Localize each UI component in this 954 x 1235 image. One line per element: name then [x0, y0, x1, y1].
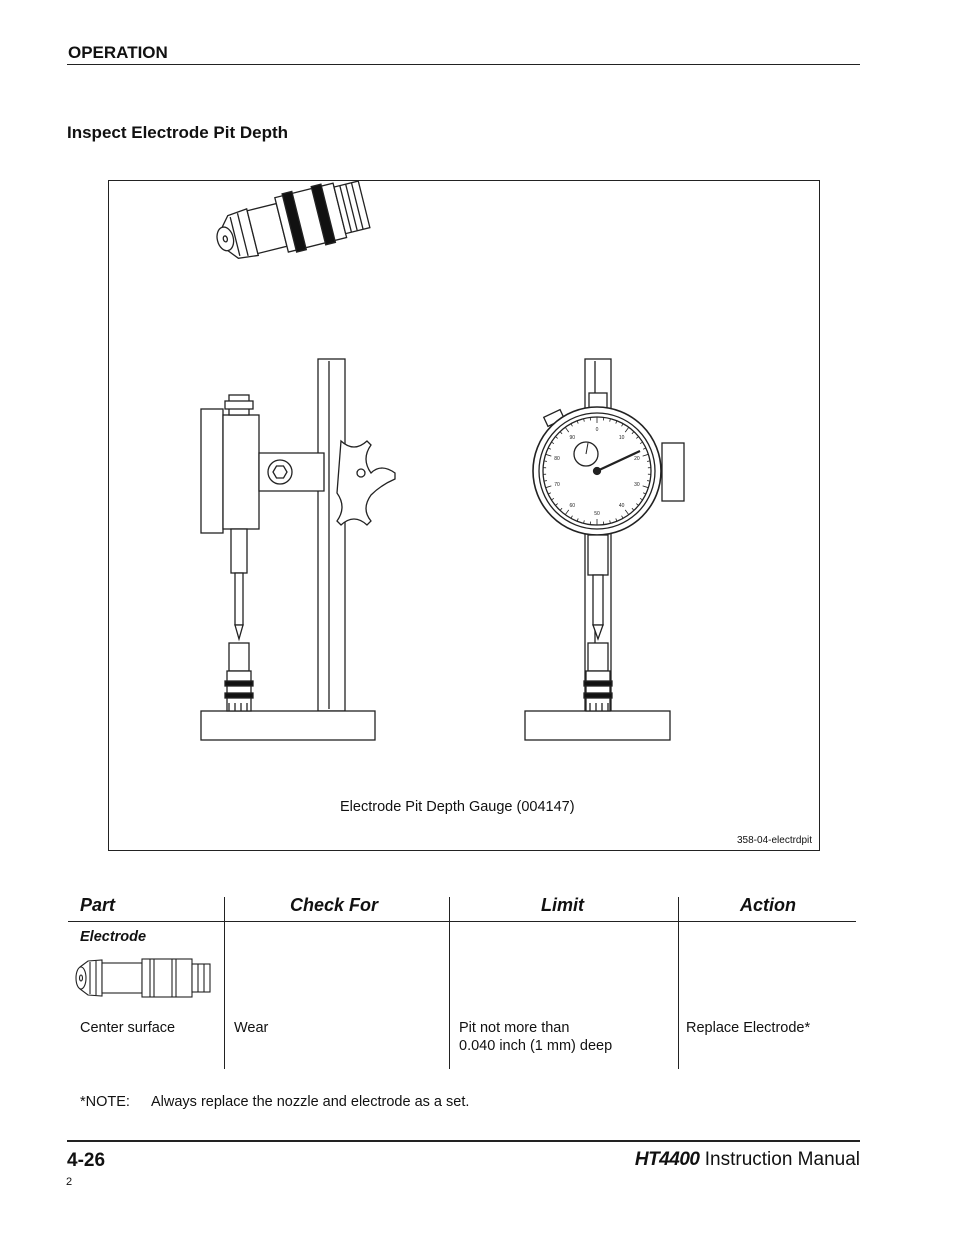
- table-header-check-for: Check For: [290, 895, 379, 915]
- electrode-thumbnail: [72, 955, 212, 1001]
- page-number: 4-26: [67, 1150, 106, 1171]
- table-header-action: Action: [740, 895, 796, 915]
- table-header-limit: Limit: [541, 895, 584, 915]
- footer-small-number: 2: [66, 1176, 73, 1188]
- table-column-divider: [449, 897, 450, 1069]
- cell-action: Replace Electrode*: [686, 1020, 811, 1036]
- dial-label: 40: [618, 502, 625, 509]
- note-label: *NOTE:: [80, 1094, 130, 1110]
- gauge-side-view: [201, 359, 395, 740]
- header-rule: [67, 64, 860, 65]
- footer-model: HT4400: [634, 1149, 700, 1170]
- dial-label: 80: [554, 456, 560, 463]
- electrode-drawing: [210, 181, 371, 270]
- table-column-divider: [224, 897, 225, 1069]
- cell-limit-line1: Pit not more than: [459, 1020, 570, 1036]
- dial-label: 50: [594, 511, 600, 517]
- footer-manual: Instruction Manual: [704, 1149, 860, 1170]
- note: [80, 1094, 469, 1110]
- dial-tick: [544, 481, 547, 482]
- section-title: Inspect Electrode Pit Depth: [67, 123, 289, 142]
- cell-limit-line2: 0.040 inch (1 mm) deep: [459, 1038, 613, 1054]
- dial-label: 60: [569, 502, 576, 509]
- dial-label: 20: [634, 456, 640, 463]
- dial-label: 70: [554, 481, 560, 488]
- gauge-front-view: [525, 359, 684, 740]
- cell-check-for: Wear: [234, 1020, 269, 1036]
- cell-part: Center surface: [80, 1020, 176, 1036]
- table-column-divider: [678, 897, 679, 1069]
- dial-label: 0: [595, 427, 599, 433]
- figure-frame: [108, 180, 820, 851]
- dial-label: 90: [569, 435, 576, 442]
- dial-label: 30: [634, 481, 640, 488]
- table-header-rule: [68, 921, 856, 922]
- figure-code: 358-04-electrdpit: [737, 835, 813, 846]
- note-text: Always replace the nozzle and electrode as a set.: [151, 1094, 470, 1110]
- footer-manual-title: [635, 1149, 860, 1171]
- dial-tick: [647, 481, 650, 482]
- figure-caption: Electrode Pit Depth Gauge (004147): [340, 799, 575, 815]
- dial-tick: [647, 461, 650, 462]
- row-part-title: Electrode: [80, 929, 147, 945]
- gauge-illustration: [109, 181, 821, 852]
- table-header-part: Part: [80, 895, 116, 915]
- dial-label: 10: [618, 435, 625, 442]
- cell-limit: [459, 1019, 612, 1055]
- footer-rule: [67, 1140, 860, 1142]
- header-title: OPERATION: [68, 43, 168, 62]
- dial-tick: [544, 461, 547, 462]
